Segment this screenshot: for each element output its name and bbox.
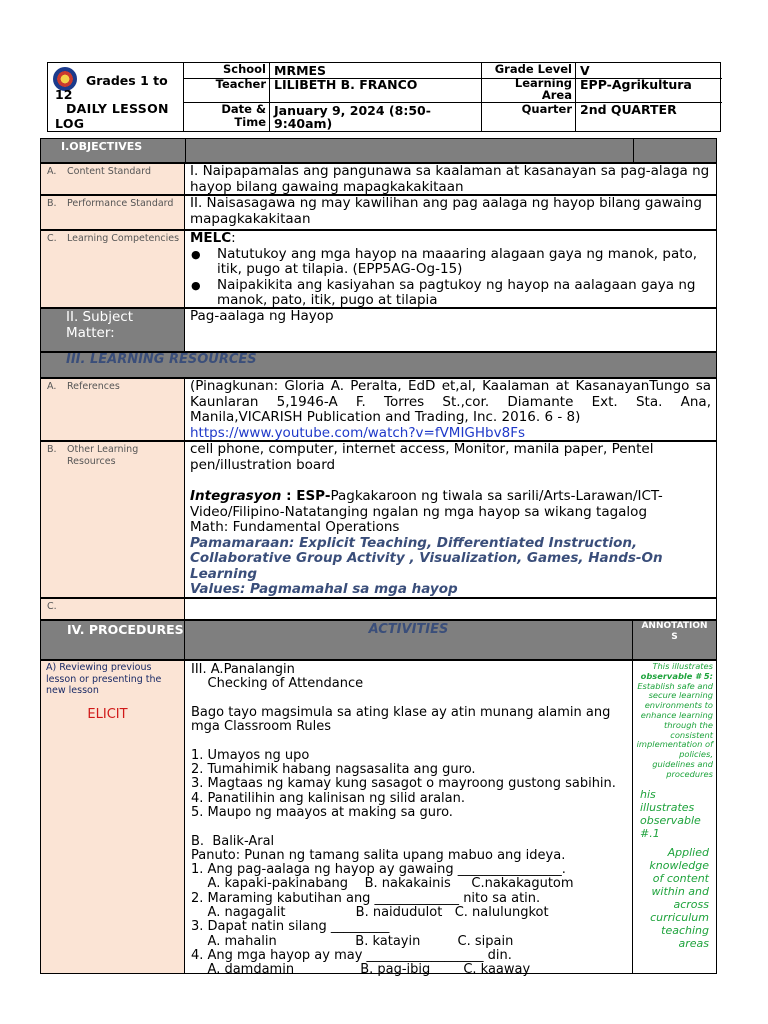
math-text: Math: Fundamental Operations <box>190 519 400 535</box>
activity-line: 3. Magtaas ng kamay kung sasagot o mayroong gustong sabihin. <box>191 776 616 792</box>
area-label-2: Area <box>541 88 572 102</box>
activity-line: III. A.Panalangin <box>191 662 295 677</box>
date-value-2: 9:40am) <box>274 116 333 131</box>
materials-text: cell phone, computer, internet access, Monitor, manila paper, Pentel pen/illustration board <box>190 441 654 473</box>
activity-line: 1. Ang pag-aalaga ng hayop ay gawaing ________________. <box>191 862 566 878</box>
activity-line: 2. Maraming kabutihan ang _____________ nito sa atin. <box>191 890 541 906</box>
objectives-divider <box>633 139 634 162</box>
performance-standard-label-cell <box>40 195 185 230</box>
procedure-a-activities <box>185 660 633 978</box>
competency-item-1: ● Natutukoy ang mga hayop na maaaring alagaan gaya ng manok, pato, itik, pugo at tilapia. (EPP5AG-Og-15) <box>190 247 711 278</box>
melc-label: MELC <box>190 230 232 246</box>
date-label-2: Time <box>234 115 266 129</box>
annotation-observable-5-text: Establish safe and secure learning environments to enhance learning through the consistent implementation of policies, guidelines and procedures <box>636 680 713 779</box>
area-label-1: Learning <box>514 76 572 90</box>
procedure-a-annotations <box>633 660 717 974</box>
teacher-value: LILIBETH B. FRANCO <box>274 77 418 92</box>
learning-competencies-key: C. <box>47 233 57 244</box>
other-resources-label: Other Learning Resources <box>67 444 139 467</box>
competency-item-2: ● Naipakikita ang kasiyahan sa pagtukoy ng hayop na aalagaan gaya ng manok, pato, itik, pugo at tilapia <box>190 278 711 309</box>
integrasyon-separator: : <box>281 488 297 504</box>
activity-line: A. kapaki-pakinabang B. nakakainis C.nakakagutom <box>191 876 574 892</box>
content-standard-label: Content Standard <box>67 166 152 177</box>
quarter-value: 2nd QUARTER <box>580 102 677 117</box>
learning-competencies-row <box>40 230 717 308</box>
activities-heading: ACTIVITIES <box>185 620 633 660</box>
content-standard-text: I. Naipapamalas ang pangunawa sa kaalaman at kasanayan sa pag-alaga ng hayop bilang gawaing mapagkakakitaan <box>185 163 717 195</box>
title-log: LOG <box>55 116 85 131</box>
activity-line: A. nagagalit B. naidudulot C. nalulungkot <box>191 905 549 921</box>
subject-matter-row <box>40 308 717 352</box>
title-grades: Grades 1 to <box>86 73 168 88</box>
activity-line <box>191 692 626 706</box>
annotation-observable-5-intro: This illustrates <box>652 661 713 671</box>
learning-resources-heading: III. LEARNING RESOURCES <box>66 352 257 367</box>
references-text: (Pinagkunan: Gloria A. Peralta, EdD et,al, Kaalaman at KasanayanTungo sa Kaunlaran 5,1946-A F. Torres St.,cor. Diamante Ext. Sta. Ana, Manila,VICARISH Publication and Trading, Inc. 2016. 6 - 8) <box>190 378 711 425</box>
performance-standard-key: B. <box>47 198 57 209</box>
procedure-a-label-cell <box>40 660 185 974</box>
teacher-label: Teacher <box>215 77 266 91</box>
activity-line: Bago tayo magsimula sa ating klase ay atin munang alamin ang <box>191 704 611 720</box>
other-resources-label-cell <box>40 441 185 598</box>
resources-c-row <box>40 598 717 620</box>
activity-line: 4. Panatilihin ang kalinisan ng silid aralan. <box>191 790 466 806</box>
references-key: A. <box>47 381 57 392</box>
annotation-observable-1: his illustrates observable #.1 <box>640 787 701 840</box>
content-standard-label-cell <box>40 163 185 195</box>
references-label: References <box>67 381 120 392</box>
quarter-label: Quarter <box>521 102 572 116</box>
activity-line: 4. Ang mga hayop ay may __________________ din. <box>191 947 512 963</box>
annotations-heading: ANNOTATIONS <box>633 620 717 660</box>
content-standard-row <box>40 163 717 195</box>
learning-resources-bar <box>40 352 717 378</box>
elicit-label: ELICIT <box>87 706 128 722</box>
grade-value: V <box>580 63 590 78</box>
activity-line: 3. Dapat natin silang _________ <box>191 919 390 935</box>
procedures-header-row <box>40 620 717 660</box>
area-value: EPP-Agrikultura <box>580 77 692 92</box>
activity-line <box>191 734 626 748</box>
integrasyon-text: Pagkakaroon ng tiwala sa sarili/Arts-Larawan/ICT-Video/Filipino-Natatanging ngalan ng mga hayop sa wikang tagalog <box>190 488 663 520</box>
learning-competencies-cell <box>185 230 717 308</box>
values-text: Values: Pagmamahal sa mga hayop <box>190 581 458 597</box>
school-value: MRMES <box>274 63 327 78</box>
title-daily-lesson: DAILY LESSON <box>66 101 169 116</box>
subject-matter-label: II. Subject Matter: <box>40 308 185 352</box>
procedures-heading: IV. PROCEDURES <box>40 620 185 660</box>
melc-colon: : <box>231 230 236 246</box>
other-resources-row <box>40 441 717 598</box>
activity-line: Checking of Attendance <box>191 676 364 692</box>
procedure-a-label: A) Reviewing previous lesson or presenting the new lesson <box>46 662 162 696</box>
annotation-applied-knowledge: Applied knowledge of content within and across curriculum teaching areas <box>649 845 709 950</box>
activity-lines <box>191 663 626 978</box>
date-label-1: Date & <box>221 102 266 116</box>
references-cell <box>185 378 717 441</box>
other-resources-cell <box>185 441 717 598</box>
date-value-1: January 9, 2024 (8:50- <box>274 103 431 118</box>
subject-matter-value: Pag-aalaga ng Hayop <box>185 308 717 352</box>
references-row <box>40 378 717 441</box>
performance-standard-label: Performance Standard <box>67 198 174 209</box>
activity-line: Panuto: Punan ng tamang salita upang mabuo ang ideya. <box>191 847 566 863</box>
annotation-observable-5 <box>633 661 716 780</box>
school-label: School <box>222 62 266 76</box>
objectives-heading: I.OBJECTIVES <box>41 139 186 162</box>
activity-line: A. damdamin B. pag-ibig C. kaaway <box>191 962 531 978</box>
references-label-cell <box>40 378 185 441</box>
activity-line: 1. Umayos ng upo <box>191 747 310 763</box>
activity-line: A. mahalin B. katayin C. sipain <box>191 933 514 949</box>
integrasyon-esp: ESP- <box>296 488 331 504</box>
integrasyon-label: Integrasyon <box>190 488 282 504</box>
resources-c-key: C. <box>47 601 57 612</box>
resources-c-value-cell <box>185 598 717 620</box>
content-standard-key: A. <box>47 166 57 177</box>
activity-line <box>191 820 626 834</box>
activity-line: 2. Tumahimik habang nagsasalita ang guro. <box>191 762 476 778</box>
performance-standard-text: II. Naisasagawa ng may kawilihan ang pag aalaga ng hayop bilang gawaing mapagkakakitaan <box>185 195 717 230</box>
activity-line: B. Balik-Aral <box>191 833 275 849</box>
title-grades-12: 12 <box>55 87 73 102</box>
pamamaraan-text: Pamamaraan: Explicit Teaching, Differentiated Instruction, Collaborative Group Activity , Visualization, Games, Hands-On Learning <box>190 534 663 582</box>
activity-line: 5. Maupo ng maayos at making sa guro. <box>191 804 453 820</box>
grade-label: Grade Level <box>494 62 572 76</box>
learning-competencies-label: Learning Competencies <box>67 233 180 244</box>
performance-standard-row <box>40 195 717 230</box>
other-resources-key: B. <box>47 444 57 455</box>
youtube-link[interactable]: https://www.youtube.com/watch?v=fVMIGHbv8Fs <box>190 424 525 441</box>
learning-competencies-label-cell <box>40 230 185 308</box>
activity-line: mga Classroom Rules <box>191 719 332 735</box>
objectives-header-bar <box>40 138 717 163</box>
annotation-observable-5-number: observable # 5: <box>640 670 713 681</box>
resources-c-label-cell <box>40 598 185 620</box>
